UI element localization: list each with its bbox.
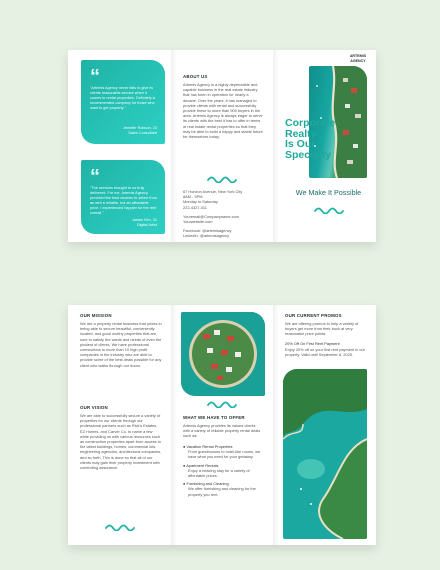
cover-title-line1: Corporate: [285, 117, 336, 129]
testimonial-author: [123, 126, 157, 136]
offer-item: [183, 481, 263, 497]
contact-website[interactable]: Yourwebsite.com: [183, 219, 213, 225]
quote-icon: “: [90, 66, 100, 88]
about-panel: [171, 50, 273, 242]
brochure-inside-sheet: [68, 305, 376, 545]
cover-panel: [273, 50, 376, 242]
cover-title: [285, 118, 335, 160]
brand-name-line2: AGENCY: [350, 58, 366, 63]
cover-tagline: We Make It Possible: [295, 188, 362, 197]
promo-item-desc: Enjoy 20% off on your first rent payment in our property. Valid until September 5, 2025.: [285, 347, 365, 358]
offer-heading: WHAT WE HAVE TO OFFER: [183, 415, 245, 420]
testimonial-role: Digital Artist: [136, 223, 157, 227]
offer-item-title: ● Furnishing and Cleaning: [183, 481, 229, 487]
testimonial-name: Jennifer Robson, 23: [123, 126, 157, 130]
fold-shadow: [171, 50, 177, 242]
wave-divider: [207, 400, 237, 408]
testimonial-text: "Artemis Agency never fails to give its clients reasonable service when it comes to rental properties. Definitely a recommended company for those who want to get property.": [90, 86, 155, 110]
contact-block: [183, 189, 267, 239]
vision-heading: OUR VISION: [80, 405, 108, 410]
fold-shadow: [273, 50, 279, 242]
contact-hours: Monday to Saturday: [183, 199, 218, 205]
aerial-lagoon-photo: [283, 369, 367, 539]
quote-icon: “: [90, 166, 100, 188]
cover-title-line2: Realty: [285, 127, 317, 140]
offer-item: [183, 463, 263, 479]
testimonial-text: "The services brought to us truly delivered. For me, Artemis Agency provided the best choices to select from as well a reliable, but an affordable price. I experienced happier for the rent overall.": [90, 186, 157, 215]
contact-address: 67 Horizon Avenue, New York City: [183, 189, 243, 194]
mission-panel: [68, 305, 171, 545]
contact-hours-days: 8AM - 5PM: [183, 194, 203, 200]
offer-item-desc: Enjoy a relaxing stay for a variety of affordable prices.: [188, 467, 250, 479]
contact-linkedin[interactable]: LinkedIn: @artemisagency: [183, 233, 230, 239]
wave-divider: [105, 523, 135, 531]
offer-item-title: ● Vacation Rental Properties: [183, 444, 233, 449]
about-body: Artemis Agency is a highly dependable and capable business in the real estate industry that has been in operation for nearly a decade. Over the years, it has managed to provide clients with rental and successfully provide these to more than 900 buyers in the area. Artemis Agency is always eager to serve its clients with the best it has to offer in terms of real estate rental properties so that they may be able to build a happy and stable future for themselves today.: [183, 82, 263, 140]
offer-item-desc: We offer furnishing and cleaning for the property you rent.: [188, 486, 256, 497]
brand-name-line1: ARTEMIS: [349, 54, 366, 58]
contact-facebook[interactable]: Facebook: @artemisagency: [183, 228, 232, 234]
wave-divider: [207, 175, 237, 183]
island-graphic: [181, 312, 265, 396]
offer-item-title: ● Apartment Rentals: [183, 462, 219, 468]
testimonial-name: James Kim, 31: [131, 218, 157, 222]
mission-heading: OUR MISSION: [80, 313, 112, 318]
brand-logo-text: [350, 54, 366, 63]
promos-intro: We are offering promos to help a variety of buyers get more from their buck at very reasonable price points:: [285, 321, 359, 337]
offer-item-desc: From guesthouses to hotel-like rooms, we have what you need for your getaway.: [188, 449, 261, 460]
cover-title-line3: Is Our: [285, 138, 316, 150]
fold-shadow: [171, 305, 177, 545]
testimonial-card-2: [81, 160, 165, 234]
promo-item-title: 20% Off On First Rent Payment: [285, 341, 340, 346]
aerial-island-photo: [181, 312, 265, 396]
lagoon-graphic: [283, 369, 367, 539]
testimonials-panel: [68, 50, 171, 242]
contact-email[interactable]: Youremail@Companyname.com: [183, 213, 239, 219]
mission-body: We are a property rental business that prides in being able to secure beautiful, conveniently located, and good worthy properties that are sure to satisfy the wants and needs of even the pickiest of clients. We have professional connections to more than 10 high profit companies in the industry who are able to provide some of the best deals possible for any client who walks through our doors.: [80, 321, 162, 368]
vision-body: We are able to successfully secure a variety of properties for our clients through our professional partners such as Rick's Estates, EZ Homes, and Carver Co. to name a few while providing us with various resources such as construction properties apart from access to the latest buildings, homes, commercial lots, engineering agencies, architectural companies, and so forth. This is done so that all of our clients may gain their property investment with comforting assurance.: [80, 413, 162, 471]
promos-heading: OUR CURRENT PROMOS: [285, 313, 342, 318]
testimonial-role: Sales Consultant: [128, 131, 157, 135]
testimonial-author: [132, 218, 157, 228]
fold-shadow: [273, 305, 279, 545]
cover-title-line4: Specialty: [285, 148, 332, 161]
contact-phone: 222-4327-011: [183, 204, 207, 210]
wave-divider: [314, 206, 344, 214]
offer-panel: [171, 305, 273, 545]
offer-item: [183, 444, 263, 460]
brochure-outside-sheet: [68, 50, 376, 242]
testimonial-card-1: [81, 60, 165, 144]
offer-list: [183, 444, 263, 497]
about-heading: ABOUT US: [183, 74, 208, 79]
offer-intro: Artemis Agency provides its valued clients with a variety of reliable property rental deals such as:: [183, 423, 261, 439]
promos-panel: [273, 305, 376, 545]
